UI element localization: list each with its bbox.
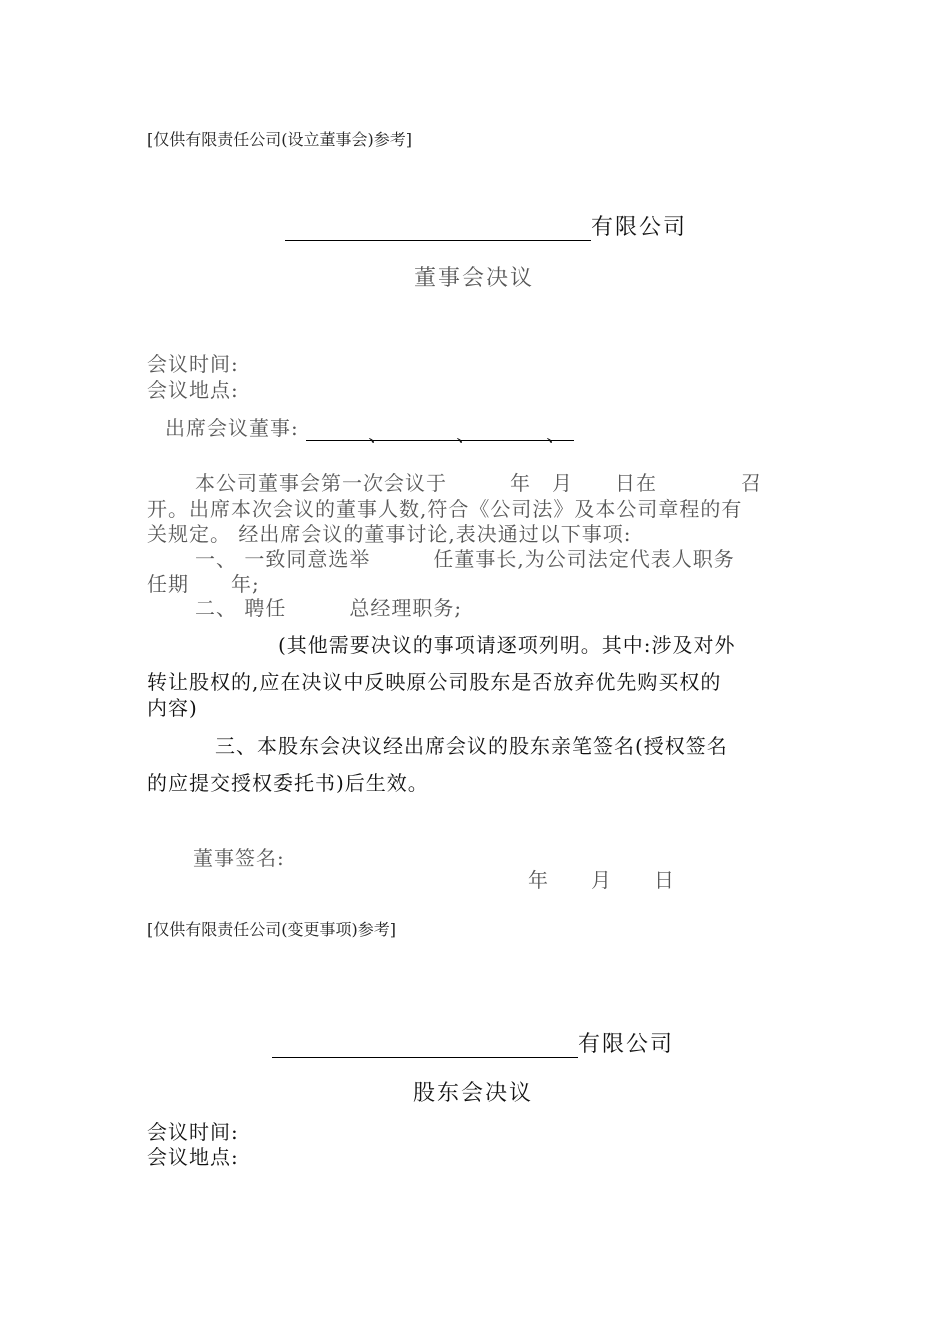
company-name-blank [272,1035,578,1058]
company-name-line [285,210,687,241]
attendee-separator: 、 [456,422,478,446]
attendees-label: 出席会议董事: [165,416,299,440]
company-suffix: 有限公司 [591,215,688,240]
attendees-line [165,412,574,446]
paragraph-line: 关规定。 经出席会议的董事讨论,表决通过以下事项: [147,522,632,546]
paragraph-line: 本公司董事会第一次会议于 年 月 日在 召 [195,471,762,495]
attendee-separator: 、 [546,422,568,446]
meeting-place-label: 会议地点: [147,378,239,402]
item-1-line: 任期 年; [147,572,260,596]
other-items-note: 转让股权的,应在决议中反映原公司股东是否放弃优先购买权的 [147,670,722,694]
company-suffix: 有限公司 [578,1032,675,1057]
signature-date: 年 月 日 [528,868,675,892]
paragraph-line: 开。出席本次会议的董事人数,符合《公司法》及本公司章程的有 [147,497,743,521]
company-name-line [272,1027,674,1058]
signature-label: 董事签名: [193,846,285,870]
meeting-place-label: 会议地点: [147,1145,239,1169]
document-title: 董事会决议 [414,266,535,291]
item-1-line: 一、 一致同意选举 任董事长,为公司法定代表人职务 [195,547,735,571]
attendees-blank [306,418,574,446]
document-title: 股东会决议 [413,1081,534,1106]
reference-note: [仅供有限责任公司(设立董事会)参考] [147,130,412,149]
reference-note: [仅供有限责任公司(变更事项)参考] [147,920,396,939]
attendee-separator: 、 [368,422,390,446]
meeting-time-label: 会议时间: [147,1120,239,1144]
item-2: 二、 聘任 总经理职务; [195,596,463,620]
meeting-time-label: 会议时间: [147,352,239,376]
other-items-note: (其他需要决议的事项请逐项列明。其中:涉及对外 [278,633,736,657]
item-3-line: 的应提交授权委托书)后生效。 [147,771,429,795]
item-3-line: 三、本股东会决议经出席会议的股东亲笔签名(授权签名 [215,734,728,758]
other-items-note: 内容) [147,696,198,720]
company-name-blank [285,218,591,241]
